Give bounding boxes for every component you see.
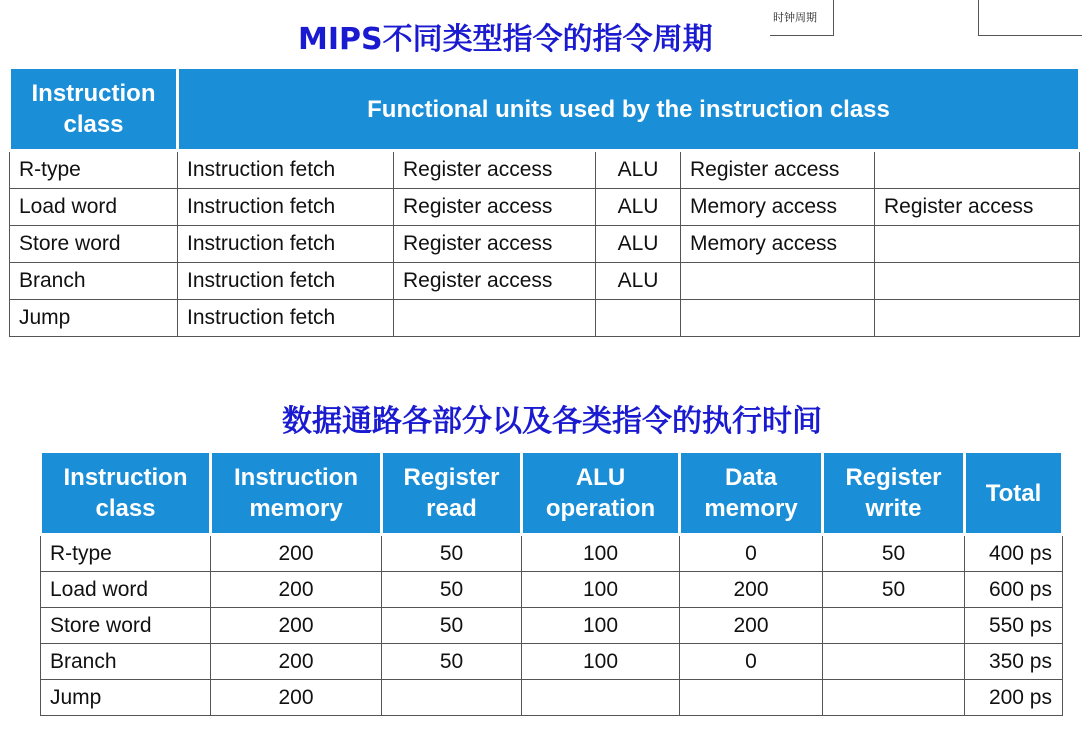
table-cell: ALU — [596, 226, 681, 263]
functional-units-table — [8, 66, 1081, 337]
column-header: Instruction memory — [211, 452, 382, 535]
table-cell: Memory access — [681, 226, 875, 263]
table-cell: 50 — [823, 535, 965, 572]
corner-box — [978, 0, 1082, 36]
table-row — [10, 151, 1080, 189]
execution-time-table — [39, 450, 1064, 716]
table-cell: R-type — [41, 535, 211, 572]
table-cell: Load word — [10, 189, 178, 226]
column-header: Register read — [382, 452, 522, 535]
table-cell: Load word — [41, 572, 211, 608]
table-cell: 200 — [211, 608, 382, 644]
table-cell — [823, 644, 965, 680]
table-cell: Instruction fetch — [178, 263, 394, 300]
column-header: Total — [965, 452, 1063, 535]
section-title: 数据通路各部分以及各类指令的执行时间 — [282, 404, 822, 439]
table-cell: R-type — [10, 151, 178, 189]
table-cell: 200 — [211, 535, 382, 572]
clock-cycle-label: 时钟周期 — [770, 0, 834, 36]
table-cell: 200 — [680, 608, 823, 644]
table-cell — [823, 608, 965, 644]
table-cell — [875, 300, 1080, 337]
table-row — [41, 644, 1063, 680]
table-cell: 200 — [680, 572, 823, 608]
table-header-row — [10, 68, 1080, 151]
table-cell: Instruction fetch — [178, 151, 394, 189]
table-cell: Memory access — [681, 189, 875, 226]
table-cell: 0 — [680, 535, 823, 572]
table-cell: 550 ps — [965, 608, 1063, 644]
table-cell: ALU — [596, 263, 681, 300]
table-cell: 100 — [522, 535, 680, 572]
table-row — [10, 189, 1080, 226]
table-cell: Instruction fetch — [178, 300, 394, 337]
table-cell: Register access — [394, 151, 596, 189]
table-cell: Branch — [41, 644, 211, 680]
table-cell: Register access — [394, 263, 596, 300]
table-cell: Instruction fetch — [178, 189, 394, 226]
table-cell: 100 — [522, 572, 680, 608]
table-cell — [681, 300, 875, 337]
table-cell: 50 — [823, 572, 965, 608]
table-cell — [394, 300, 596, 337]
table-cell: 50 — [382, 644, 522, 680]
table-cell: 50 — [382, 608, 522, 644]
table-cell — [875, 151, 1080, 189]
table-row — [41, 535, 1063, 572]
table-cell: 200 ps — [965, 680, 1063, 716]
column-header: Instruction class — [41, 452, 211, 535]
table-cell: 200 — [211, 572, 382, 608]
table-cell — [680, 680, 823, 716]
table-cell: 50 — [382, 535, 522, 572]
table-row — [10, 263, 1080, 300]
table-cell — [522, 680, 680, 716]
table-cell: Register access — [875, 189, 1080, 226]
table-cell: 200 — [211, 680, 382, 716]
table-cell: 600 ps — [965, 572, 1063, 608]
table-cell: 100 — [522, 644, 680, 680]
table-cell — [875, 263, 1080, 300]
table-cell — [681, 263, 875, 300]
table-cell: 350 ps — [965, 644, 1063, 680]
table-cell — [382, 680, 522, 716]
table-cell: 50 — [382, 572, 522, 608]
table-cell: 200 — [211, 644, 382, 680]
table-cell: ALU — [596, 189, 681, 226]
table-cell — [823, 680, 965, 716]
table-row — [10, 226, 1080, 263]
table-cell: Branch — [10, 263, 178, 300]
table-cell: Store word — [10, 226, 178, 263]
table-cell: ALU — [596, 151, 681, 189]
page-title: MIPS不同类型指令的指令周期 — [298, 22, 713, 57]
column-header: ALU operation — [522, 452, 680, 535]
column-header: Data memory — [680, 452, 823, 535]
table-cell — [596, 300, 681, 337]
column-header: Register write — [823, 452, 965, 535]
table-header-row — [41, 452, 1063, 535]
table-cell: Register access — [681, 151, 875, 189]
table-cell: Jump — [41, 680, 211, 716]
table-row — [41, 572, 1063, 608]
table-cell: Instruction fetch — [178, 226, 394, 263]
table-cell: Jump — [10, 300, 178, 337]
table-row — [41, 608, 1063, 644]
table-cell: 100 — [522, 608, 680, 644]
table-row — [10, 300, 1080, 337]
table-cell: 400 ps — [965, 535, 1063, 572]
table-cell: 0 — [680, 644, 823, 680]
header-instruction-class: Instruction class — [10, 68, 178, 151]
table-row — [41, 680, 1063, 716]
header-functional-units: Functional units used by the instruction class — [178, 68, 1080, 151]
table-cell: Store word — [41, 608, 211, 644]
table-cell — [875, 226, 1080, 263]
table-cell: Register access — [394, 226, 596, 263]
table-cell: Register access — [394, 189, 596, 226]
